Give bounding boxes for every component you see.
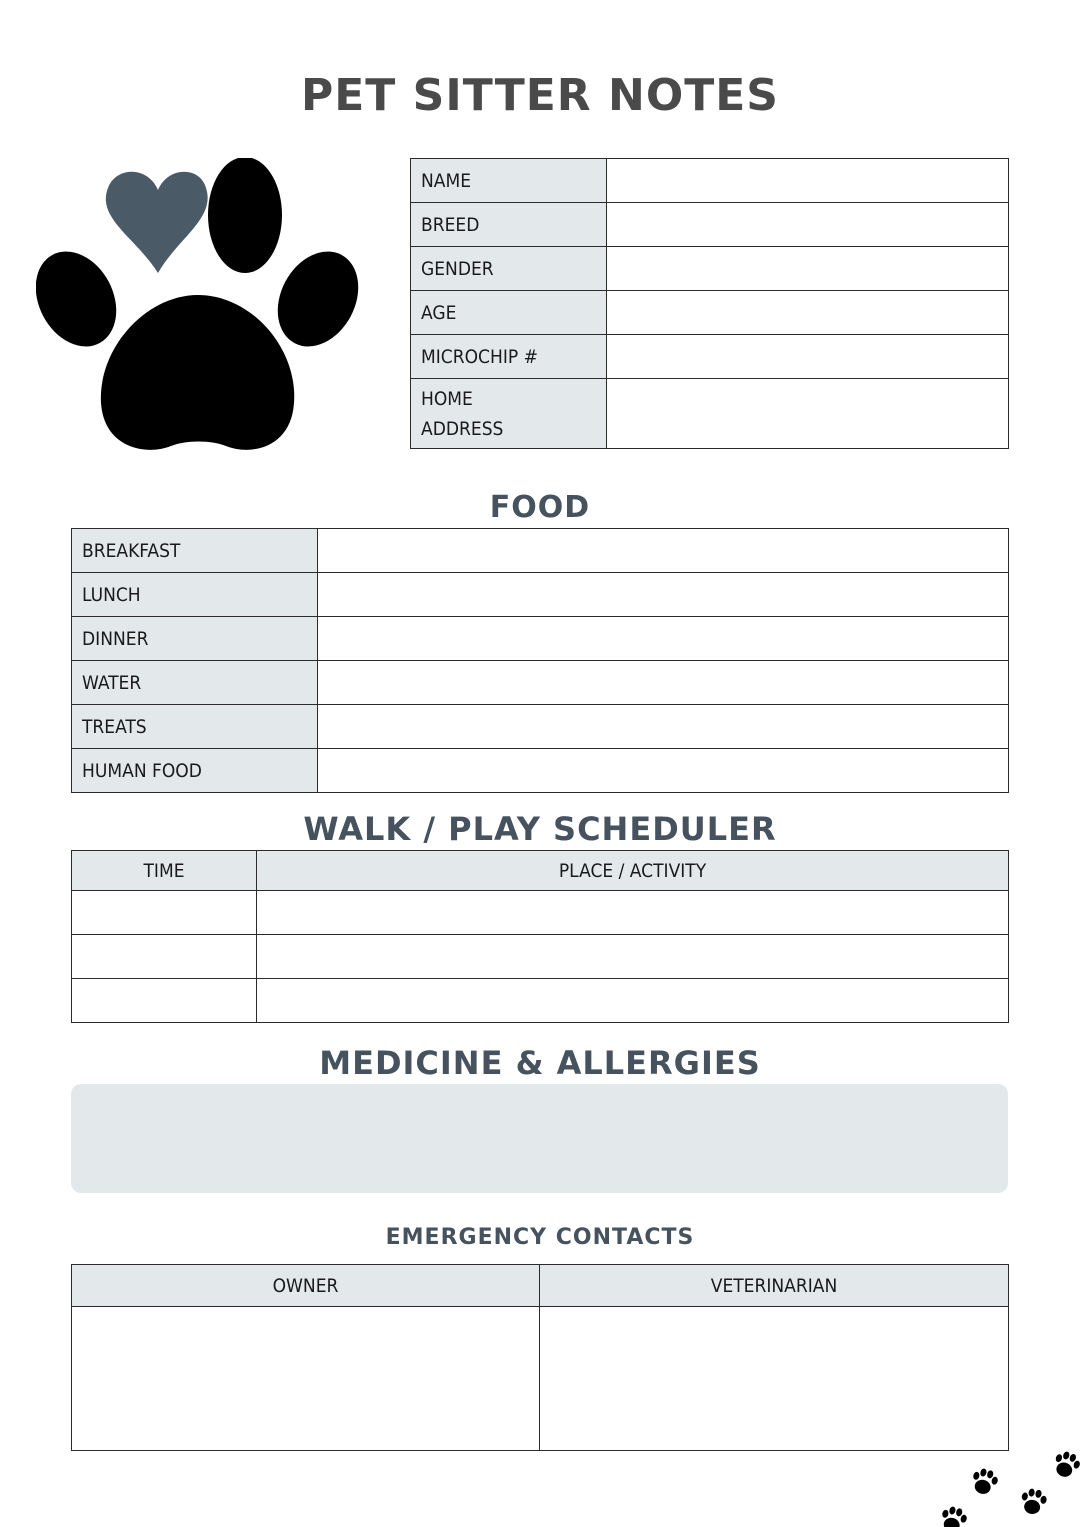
owner-column-header: OWNER: [72, 1265, 540, 1307]
food-label: TREATS: [72, 705, 318, 749]
lunch-field[interactable]: [318, 573, 1009, 617]
small-paw-icon: [1017, 1487, 1049, 1517]
breakfast-field[interactable]: [318, 529, 1009, 573]
food-label: BREAKFAST: [72, 529, 318, 573]
pet-info-label: BREED: [411, 203, 607, 247]
pet-info-label: HOME ADDRESS: [411, 379, 607, 449]
pet-gender-field[interactable]: [607, 247, 1009, 291]
water-field[interactable]: [318, 661, 1009, 705]
walk-place-field[interactable]: [257, 979, 1009, 1023]
heart-icon: [106, 172, 208, 273]
dinner-field[interactable]: [318, 617, 1009, 661]
pet-age-field[interactable]: [607, 291, 1009, 335]
food-label: DINNER: [72, 617, 318, 661]
pet-name-field[interactable]: [607, 159, 1009, 203]
human-food-field[interactable]: [318, 749, 1009, 793]
pet-microchip-field[interactable]: [607, 335, 1009, 379]
walk-time-field[interactable]: [72, 891, 257, 935]
walk-table: [71, 850, 1009, 1023]
emergency-table: [71, 1264, 1009, 1451]
medicine-title: MEDICINE & ALLERGIES: [319, 1044, 761, 1082]
pet-info-label: MICROCHIP #: [411, 335, 607, 379]
food-table: [71, 528, 1009, 793]
walk-place-field[interactable]: [257, 935, 1009, 979]
medicine-notes-box[interactable]: [71, 1084, 1008, 1193]
pet-info-table: [410, 158, 1009, 449]
pet-info-label: GENDER: [411, 247, 607, 291]
time-column-header: TIME: [72, 851, 257, 891]
pet-address-field[interactable]: [607, 379, 1009, 449]
small-paw-icon: [1050, 1450, 1080, 1480]
walk-time-field[interactable]: [72, 979, 257, 1023]
small-paw-icon: [968, 1467, 1000, 1497]
vet-contact-field[interactable]: [540, 1307, 1009, 1451]
owner-contact-field[interactable]: [72, 1307, 540, 1451]
paw-print-icon: [36, 158, 361, 458]
food-title: FOOD: [489, 490, 591, 525]
walk-time-field[interactable]: [72, 935, 257, 979]
food-label: LUNCH: [72, 573, 318, 617]
treats-field[interactable]: [318, 705, 1009, 749]
emergency-title: EMERGENCY CONTACTS: [385, 1225, 695, 1250]
food-label: WATER: [72, 661, 318, 705]
walk-place-field[interactable]: [257, 891, 1009, 935]
pet-info-label: NAME: [411, 159, 607, 203]
walk-title: WALK / PLAY SCHEDULER: [303, 810, 777, 848]
place-column-header: PLACE / ACTIVITY: [257, 851, 1009, 891]
small-paw-icon: [937, 1505, 969, 1527]
vet-column-header: VETERINARIAN: [540, 1265, 1009, 1307]
food-label: HUMAN FOOD: [72, 749, 318, 793]
page-title: PET SITTER NOTES: [301, 70, 779, 121]
pet-breed-field[interactable]: [607, 203, 1009, 247]
pet-info-label: AGE: [411, 291, 607, 335]
